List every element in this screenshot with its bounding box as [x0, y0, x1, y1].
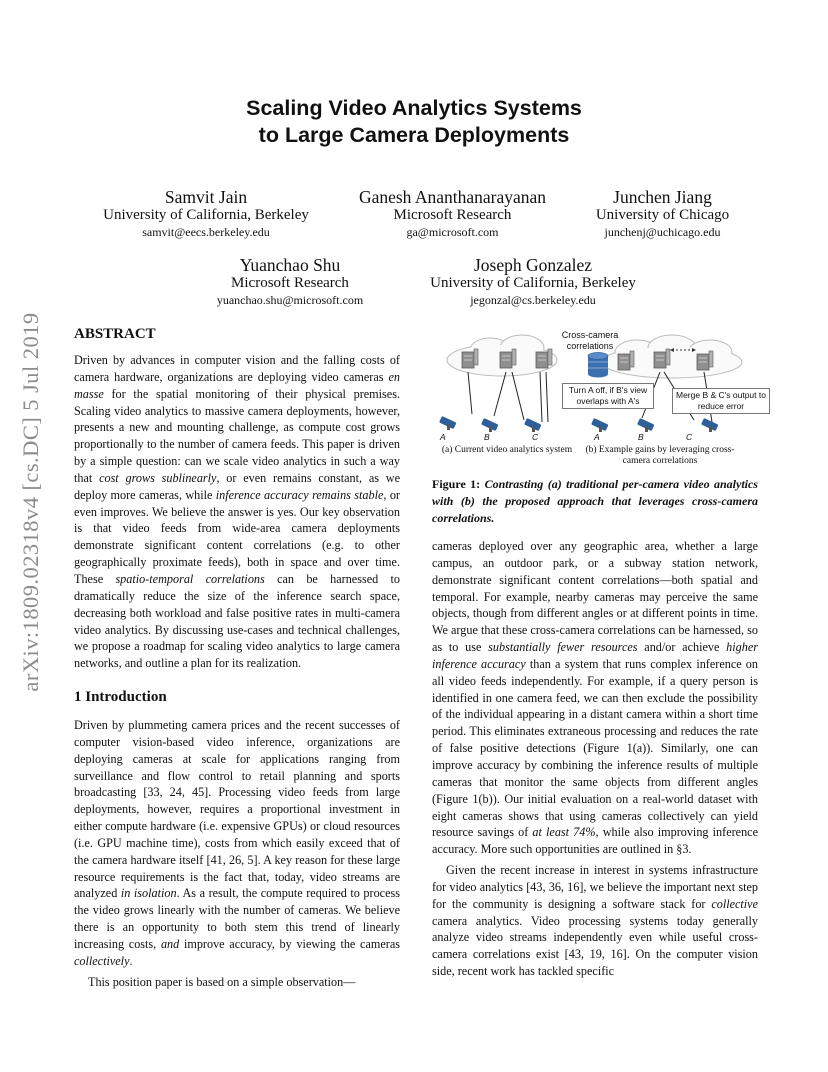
server-icon	[462, 349, 478, 368]
author-affiliation: Microsoft Research	[231, 275, 349, 291]
body-emphasis: higher inference accuracy	[432, 640, 758, 671]
intro-text: . As a result, the compute required to process the video grows linearly with the number of cameras. We believe there is an opportunity to both stem this trend of linearly increasing costs,	[74, 886, 400, 951]
author-affiliation: University of Chicago	[595, 207, 730, 223]
body-text: , while also improving inference accuracy. More such opportunities are outlined in §3.	[432, 825, 758, 857]
camera-icon	[637, 418, 654, 432]
figure-1-caption	[432, 476, 758, 527]
body-text: Given the recent increase in interest in systems infrastructure for video analytics [43, 36, 16], we believe the important next step for the community is designing a software stack for	[432, 863, 758, 911]
title-line-2: to Large Camera Deployments	[258, 123, 570, 147]
author-block-4	[175, 255, 405, 308]
intro-text: This position paper is based on a simple observation—	[88, 974, 356, 989]
subfigure-b-caption: (b) Example gains by leveraging cross-camera correlations	[585, 445, 735, 466]
intro-text: .	[129, 953, 133, 968]
abstract-emphasis: cost grows sublinearly	[99, 470, 217, 485]
intro-emphasis: collectively	[74, 953, 130, 968]
body-text: than a system that runs complex inference on all video feeds independently. For example, if a query person is identified in one camera feed, we can then exclude the possibility of the individual appearing in a distant camera within a short time period. This eliminates extraneous processing and reduces the rate of false positive detections (Figure 1(a)). Similarly, one can improve accuracy by combining the inference results of multiple cameras that monitor the same objects from different angles (Figure 1(b)). Our initial evaluation on a real-world dataset with eight cameras shows that using cameras collectively can yield resource savings of	[432, 656, 758, 840]
body-emphasis: substantially fewer resources	[488, 640, 638, 655]
camera-label: B	[484, 432, 490, 442]
camera-icon	[591, 418, 608, 432]
right-column-body	[432, 538, 758, 980]
author-affiliation: University of California, Berkeley	[430, 275, 636, 291]
camera-icon	[701, 418, 718, 432]
merge-callout: Merge B & C's output to reduce error	[672, 388, 770, 414]
body-text: cameras deployed over any geographic area, whether a large campus, an outdoor park, or a subway station network, demonstrate significant content correlations—both spatial and temporal. For example, nearby cameras may perceive the same objects, though from different angles or at different points in time. We argue that these cross-camera correlations can be harnessed, so as to use	[432, 539, 758, 655]
camera-icon	[524, 418, 541, 432]
intro-text: improve accuracy, by viewing the cameras	[179, 936, 400, 951]
camera-label: C	[686, 432, 693, 442]
author-name: Ganesh Ananthanarayanan	[358, 187, 547, 207]
camera-label: B	[638, 432, 644, 442]
author-block-3	[570, 187, 755, 240]
database-icon	[588, 353, 608, 378]
author-block-2	[330, 187, 575, 240]
title-line-1: Scaling Video Analytics Systems	[246, 96, 582, 120]
author-name: Samvit Jain	[164, 187, 248, 207]
camera-label: A	[440, 432, 446, 442]
author-name: Yuanchao Shu	[239, 255, 341, 275]
section-heading-introduction: 1 Introduction	[74, 689, 167, 705]
abstract-text: , or even improves. We believe the answer is yes. Our key observation is that video feeds from wide-area camera deployments demonstrate significant content correlations (e.g. to other geographically proximate feeds), both in space and over time. These	[74, 487, 400, 586]
author-email: jegonzal@cs.berkeley.edu	[470, 293, 596, 307]
intro-emphasis: and	[160, 936, 180, 951]
abstract-emphasis: inference accuracy remains stable	[215, 487, 384, 502]
intro-text: Driven by plummeting camera prices and the recent successes of computer vision-based video inference, organizations are deploying cameras at scale for applications ranging from surveillance and flow control to retail planning and sports broadcasting [33, 24, 45]. Processing video feeds from large deployments, however, requires a proportional investment in either compute hardware (i.e. expensive GPUs) or cloud resources (i.e. GPU machine time), costs from which easily exceed that of the camera hardware itself [41, 26, 5]. A key reason for these large resource requirements is the fact that, today, video streams are analyzed	[74, 718, 400, 901]
author-affiliation: Microsoft Research	[393, 207, 512, 223]
intro-emphasis: in isolation	[120, 886, 177, 901]
abstract-heading: ABSTRACT	[74, 326, 156, 342]
introduction-body	[74, 717, 400, 991]
author-name: Joseph Gonzalez	[473, 255, 593, 275]
author-affiliation: University of California, Berkeley	[103, 207, 309, 223]
author-email: ga@microsoft.com	[406, 225, 499, 239]
author-block-5	[402, 255, 664, 308]
abstract-emphasis: spatio-temporal correlations	[115, 571, 265, 586]
cross-camera-label: Cross-camera correlations	[561, 330, 619, 351]
server-icon	[500, 349, 516, 368]
paper-title	[0, 95, 828, 149]
camera-icon	[439, 416, 456, 430]
body-emphasis: collective	[711, 896, 758, 911]
body-emphasis: at least 74%	[532, 825, 596, 840]
figure-label: Figure 1:	[432, 477, 485, 491]
body-text: and/or achieve	[637, 640, 727, 655]
camera-label: C	[532, 432, 539, 442]
abstract-text: can be harnessed to dramatically reduce the size of the inference search space, decreasing both workload and false positive rates in multi-camera video analytics. By discussing use-cases and technical challenges, we propose a roadmap for scaling video analytics to large camera networks, and outline a plan for its realization.	[74, 571, 401, 671]
author-name: Junchen Jiang	[613, 187, 712, 207]
abstract-text: for the spatial monitoring of their physical premises. Scaling video analytics to massive camera deployments, however, presents a new and mounting challenge, as compute cost grows proportionally to the number of camera feeds. This paper is driven by a simple question: can we scale video analytics in such a way that	[74, 386, 400, 485]
author-email: samvit@eecs.berkeley.edu	[142, 225, 270, 239]
body-text: camera analytics. Video processing systems today generally analyze video streams independently even while useful cross-camera correlations exist [43, 19, 16]. On the computer vision side, recent work has tackled specific	[432, 913, 758, 979]
camera-label: A	[594, 432, 600, 442]
author-block-1	[75, 187, 337, 240]
server-icon	[697, 351, 713, 370]
author-email: yuanchao.shu@microsoft.com	[216, 293, 364, 307]
server-icon	[654, 349, 670, 368]
author-email: junchenj@uchicago.edu	[604, 225, 721, 239]
abstract-body	[74, 352, 400, 672]
figure-caption-text: Contrasting (a) traditional per-camera video analytics with (b) the proposed approach that leverages cross-camera correlations.	[432, 477, 758, 525]
abstract-text: Driven by advances in computer vision and the falling costs of camera hardware, organizations are deploying video cameras	[74, 353, 400, 384]
turn-off-callout: Turn A off, if B's view overlaps with A's	[562, 383, 654, 409]
arrows-left	[468, 372, 548, 422]
abstract-emphasis: en masse	[74, 369, 400, 401]
server-icon	[618, 351, 634, 370]
abstract-text: , or even remains constant, as we deploy more cameras, while	[74, 470, 400, 502]
subfigure-a-caption: (a) Current video analytics system	[441, 445, 573, 455]
camera-icon	[481, 418, 498, 432]
arxiv-identifier: arXiv:1809.02318v4 [cs.DC] 5 Jul 2019	[18, 312, 43, 692]
